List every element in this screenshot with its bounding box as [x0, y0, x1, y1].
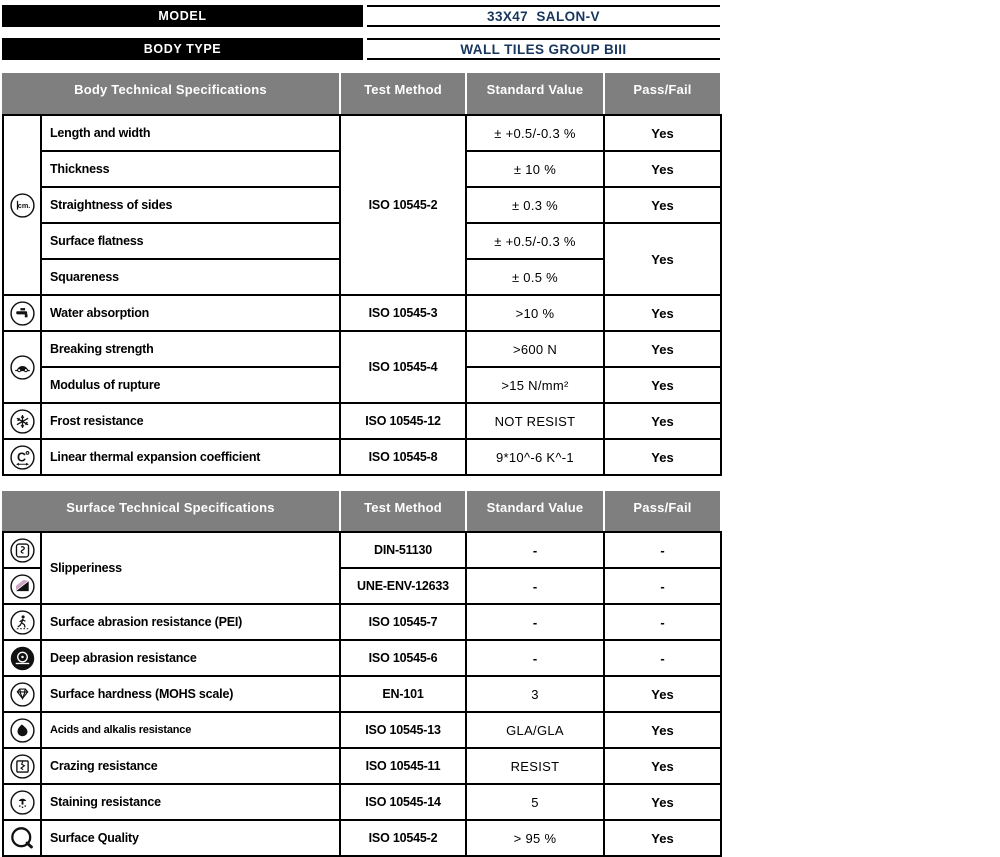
- pass-fail: Yes: [604, 712, 721, 748]
- standard-value: -: [466, 532, 604, 568]
- standard-value: RESIST: [466, 748, 604, 784]
- test-method: ISO 10545-12: [340, 403, 466, 439]
- standard-value: >600 N: [466, 331, 604, 367]
- col-pass-fail: Pass/Fail: [603, 73, 720, 114]
- body-table-header: [2, 73, 720, 114]
- thermal-expansion-icon: [3, 439, 41, 475]
- spec-sheet: [2, 5, 720, 857]
- pass-fail: Yes: [604, 331, 721, 367]
- snowflake-icon: [3, 403, 41, 439]
- table-row: [3, 748, 721, 784]
- table-row: [3, 532, 721, 568]
- pass-fail: -: [604, 532, 721, 568]
- standard-value: ± 0.5 %: [466, 259, 604, 295]
- test-method: ISO 10545-8: [340, 439, 466, 475]
- table-row: [3, 115, 721, 151]
- table-row: [3, 784, 721, 820]
- table-row: [3, 331, 721, 367]
- table-row: [3, 712, 721, 748]
- spec-name: Surface flatness: [41, 223, 340, 259]
- table-row: [3, 640, 721, 676]
- grinding-wheel-icon: [3, 640, 41, 676]
- table-row: [3, 439, 721, 475]
- surface-table-title: Surface Technical Specifications: [66, 500, 275, 515]
- spec-name: Frost resistance: [41, 403, 340, 439]
- standard-value: ± +0.5/-0.3 %: [466, 223, 604, 259]
- crazing-tile-icon: [3, 748, 41, 784]
- table-row: [3, 676, 721, 712]
- body-type-label: BODY TYPE: [2, 38, 363, 60]
- pass-fail: Yes: [604, 676, 721, 712]
- standard-value: 5: [466, 784, 604, 820]
- spec-name: Linear thermal expansion coefficient: [41, 439, 340, 475]
- spec-name: Breaking strength: [41, 331, 340, 367]
- test-method: EN-101: [340, 676, 466, 712]
- model-row: [2, 5, 720, 27]
- ramp-icon: [3, 568, 41, 604]
- body-type-row: [2, 38, 720, 60]
- standard-value: >15 N/mm²: [466, 367, 604, 403]
- table-row: [3, 403, 721, 439]
- surface-table-header: [2, 491, 720, 531]
- col-pass-fail: Pass/Fail: [603, 491, 720, 531]
- spec-name: Straightness of sides: [41, 187, 340, 223]
- pass-fail: Yes: [604, 820, 721, 856]
- spec-name: Thickness: [41, 151, 340, 187]
- pass-fail: Yes: [604, 439, 721, 475]
- col-test-method: Test Method: [339, 73, 465, 114]
- standard-value: >10 %: [466, 295, 604, 331]
- spec-name: Modulus of rupture: [41, 367, 340, 403]
- pass-fail: Yes: [604, 151, 721, 187]
- table-row: [3, 820, 721, 856]
- model-value: 33X47 SALON-V: [367, 5, 720, 27]
- test-method: ISO 10545-7: [340, 604, 466, 640]
- pass-fail: -: [604, 568, 721, 604]
- standard-value: NOT RESIST: [466, 403, 604, 439]
- table-row: [3, 604, 721, 640]
- pass-fail: Yes: [604, 187, 721, 223]
- standard-value: GLA/GLA: [466, 712, 604, 748]
- spec-name: Crazing resistance: [41, 748, 340, 784]
- pass-fail: Yes: [604, 403, 721, 439]
- test-method: ISO 10545-3: [340, 295, 466, 331]
- pass-fail: Yes: [604, 784, 721, 820]
- test-method: ISO 10545-14: [340, 784, 466, 820]
- test-method: ISO 10545-13: [340, 712, 466, 748]
- standard-value: -: [466, 604, 604, 640]
- table-row: [3, 295, 721, 331]
- standard-value: > 95 %: [466, 820, 604, 856]
- pedestrian-icon: [3, 604, 41, 640]
- standard-value: ± 10 %: [466, 151, 604, 187]
- acid-drop-icon: [3, 712, 41, 748]
- model-label: MODEL: [2, 5, 363, 27]
- test-method: ISO 10545-4: [340, 331, 466, 403]
- spec-name: Surface abrasion resistance (PEI): [41, 604, 340, 640]
- spec-name: Surface Quality: [41, 820, 340, 856]
- standard-value: -: [466, 640, 604, 676]
- pass-fail: Yes: [604, 115, 721, 151]
- spec-name: Staining resistance: [41, 784, 340, 820]
- spec-name: Acids and alkalis resistance: [41, 712, 340, 748]
- col-standard-value: Standard Value: [465, 73, 603, 114]
- surface-table: [2, 531, 722, 857]
- test-method: UNE-ENV-12633: [340, 568, 466, 604]
- pass-fail: -: [604, 640, 721, 676]
- pass-fail: Yes: [604, 367, 721, 403]
- test-method: DIN-51130: [340, 532, 466, 568]
- spec-name: Surface hardness (MOHS scale): [41, 676, 340, 712]
- car-load-icon: [3, 331, 41, 403]
- spec-name: Water absorption: [41, 295, 340, 331]
- standard-value: ± 0.3 %: [466, 187, 604, 223]
- standard-value: ± +0.5/-0.3 %: [466, 115, 604, 151]
- pass-fail: Yes: [604, 295, 721, 331]
- spec-name: Deep abrasion resistance: [41, 640, 340, 676]
- pass-fail: Yes: [604, 748, 721, 784]
- spec-name: Length and width: [41, 115, 340, 151]
- stain-icon: [3, 784, 41, 820]
- body-type-value: WALL TILES GROUP BIII: [367, 38, 720, 60]
- spec-name: Slipperiness: [41, 532, 340, 604]
- col-standard-value: Standard Value: [465, 491, 603, 531]
- pass-fail: -: [604, 604, 721, 640]
- spec-name: Squareness: [41, 259, 340, 295]
- test-method: ISO 10545-2: [340, 820, 466, 856]
- col-test-method: Test Method: [339, 491, 465, 531]
- svg-text:C: C: [16, 449, 26, 464]
- pass-fail: Yes: [604, 223, 721, 295]
- standard-value: -: [466, 568, 604, 604]
- cm-ruler-icon: [3, 115, 41, 295]
- standard-value: 3: [466, 676, 604, 712]
- standard-value: 9*10^-6 K^-1: [466, 439, 604, 475]
- shoe-sole-icon: [3, 532, 41, 568]
- test-method: ISO 10545-6: [340, 640, 466, 676]
- body-table-title: Body Technical Specifications: [74, 82, 267, 97]
- body-table: [2, 114, 722, 476]
- test-method: ISO 10545-11: [340, 748, 466, 784]
- svg-text:cm.: cm.: [17, 200, 30, 210]
- diamond-icon: [3, 676, 41, 712]
- magnifier-icon: [3, 820, 41, 856]
- test-method: ISO 10545-2: [340, 115, 466, 295]
- faucet-icon: [3, 295, 41, 331]
